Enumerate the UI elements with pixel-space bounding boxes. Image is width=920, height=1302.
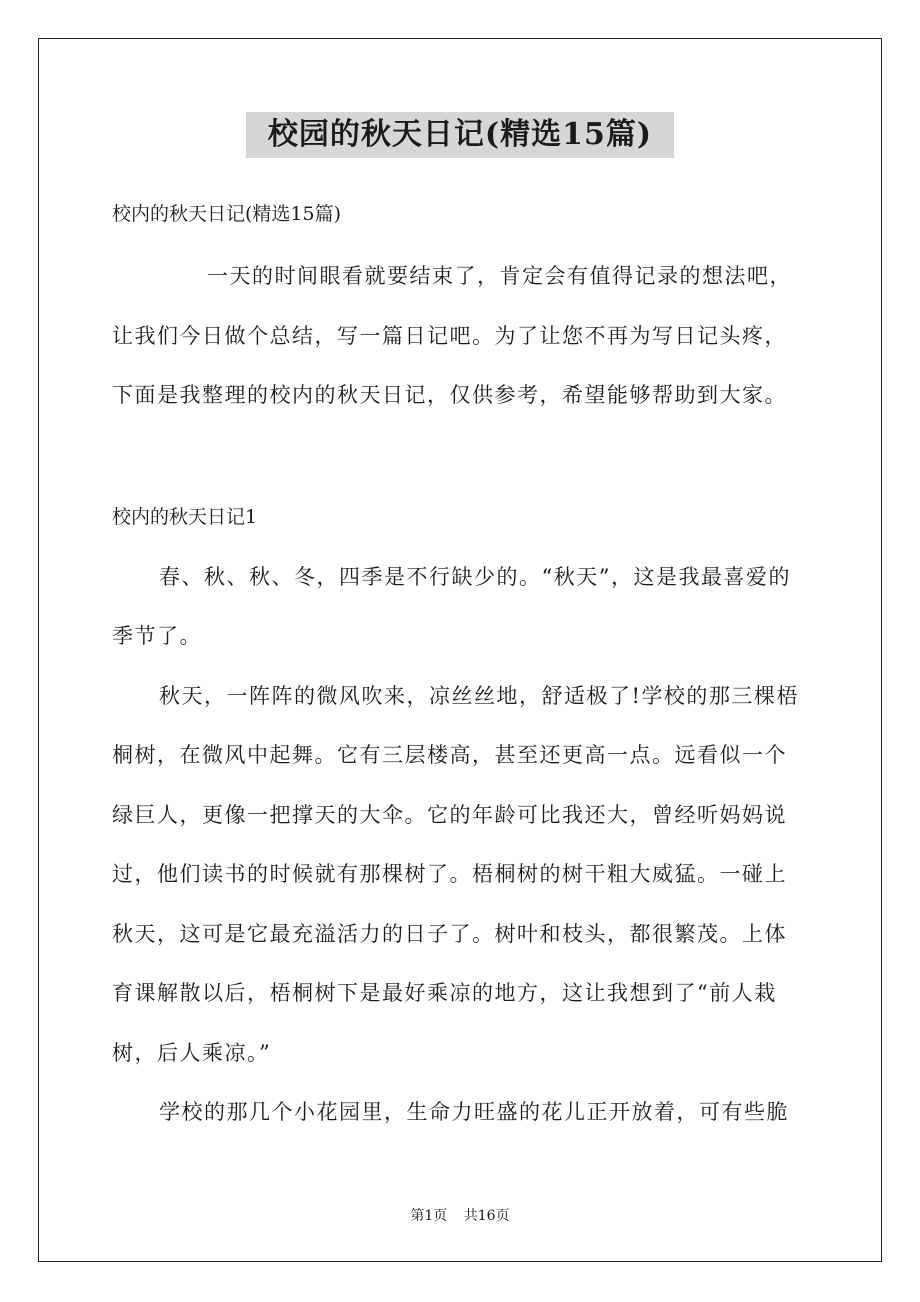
intro-line: 让我们今日做个总结，写一篇日记吧。为了让您不再为写日记头疼， <box>112 324 787 348</box>
body-line: 育课解散以后，梧桐树下是最好乘凉的地方，这让我想到了“前人栽 <box>112 981 777 1005</box>
body-line: 季节了。 <box>112 624 202 648</box>
body-line: 桐树，在微风中起舞。它有三层楼高，甚至还更高一点。远看似一个 <box>112 743 787 767</box>
body-line: 学校的那几个小花园里，生命力旺盛的花儿正开放着，可有些脆 <box>159 1100 789 1124</box>
page-total: 共16页 <box>463 1208 510 1224</box>
body-line: 秋天，一阵阵的微风吹来，凉丝丝地，舒适极了!学校的那三棵梧 <box>159 684 799 708</box>
body-line: 春、秋、秋、冬，四季是不行缺少的。“秋天”，这是我最喜爱的 <box>159 565 791 589</box>
document-subtitle: 校内的秋天日记(精选15篇) <box>112 203 342 225</box>
body-line: 树，后人乘凉。” <box>112 1041 272 1065</box>
intro-line: 下面是我整理的校内的秋天日记，仅供参考，希望能够帮助到大家。 <box>112 383 787 407</box>
body-line: 过，他们读书的时候就有那棵树了。梧桐树的树干粗大威猛。一碰上 <box>112 862 787 886</box>
page-number: 第1页 <box>410 1208 448 1224</box>
section-heading: 校内的秋天日记1 <box>112 506 258 528</box>
body-line: 绿巨人，更像一把撑天的大伞。它的年龄可比我还大，曾经听妈妈说 <box>112 803 787 827</box>
intro-line: 一天的时间眼看就要结束了，肯定会有值得记录的想法吧， <box>207 264 792 288</box>
body-line: 秋天，这可是它最充溢活力的日子了。树叶和枝头，都很繁茂。上体 <box>112 922 787 946</box>
page-footer <box>0 1206 920 1226</box>
document-title: 校园的秋天日记(精选15篇) <box>246 112 674 158</box>
